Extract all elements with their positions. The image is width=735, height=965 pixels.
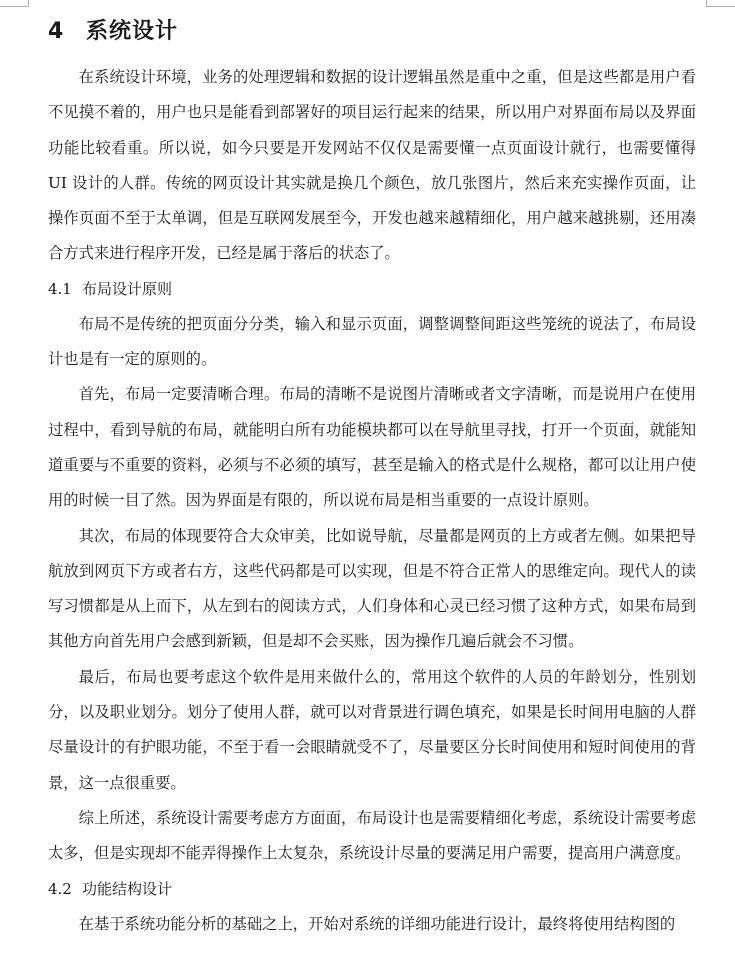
- page-corner-mark-left: [0, 0, 29, 7]
- section-number: 4.1: [48, 279, 72, 298]
- paragraph: 其次，布局的体现要符合大众审美，比如说导航，尽量都是网页的上方或者左侧。如果把导航放到网页下方或者右方，这些代码都是可以实现，但是不符合正常人的思维定向。现代人的读写习惯都是从上而下，从左到右的阅读方式，人们身体和心灵已经习惯了这种方式，如果布局到其他方向首先用户会感到新颖，但是却不会买账，因为操作几遍后就会不习惯。: [48, 526, 696, 651]
- paragraph: 综上所述，系统设计需要考虑方方面面，布局设计也是需要精细化考虑，系统设计需要考虑太多，但是实现却不能弄得操作上太复杂，系统设计尽量的要满足用户需要，提高用户满意度。: [48, 808, 696, 863]
- section-title: 布局设计原则: [82, 279, 173, 298]
- page-corner-mark-right: [706, 0, 735, 7]
- section-heading-4-1: [48, 272, 696, 307]
- document-page: [48, 14, 696, 942]
- chapter-title: 系统设计: [86, 19, 179, 44]
- chapter-intro-paragraph: 在系统设计环境，业务的处理逻辑和数据的设计逻辑虽然是重中之重，但是这些都是用户看不见摸不着的，用户也只是能看到部署好的项目运行起来的结果，所以用户对界面布局以及界面功能比较看重。所以说，如今只要是开发网站不仅仅是需要懂一点页面设计就行，也需要懂得 UI 设计的人群。传统的网页设计其实就是换几个颜色，放几张图片，然后来充实操作页面，让操作页面不至于太单调，但是互联网发展至今，开发也越来越精细化，用户越来越挑剔，还用凑合方式来进行程序开发，已经是属于落后的状态了。: [48, 68, 696, 263]
- paragraph: 最后，布局也要考虑这个软件是用来做什么的，常用这个软件的人员的年龄划分，性别划分，以及职业划分。划分了使用人群，就可以对背景进行调色填充，如果是长时间用电脑的人群尽量设计的有护眼功能，不至于看一会眼睛就受不了，尽量要区分长时间使用和短时间使用的背景，这一点很重要。: [48, 667, 696, 792]
- section-title: 功能结构设计: [82, 879, 173, 898]
- section-heading-4-2: [48, 872, 696, 907]
- paragraph: 布局不是传统的把页面分分类，输入和显示页面，调整调整间距这些笼统的说法了，布局设计也是有一定的原则的。: [48, 314, 696, 369]
- paragraph: 首先，布局一定要清晰合理。布局的清晰不是说图片清晰或者文字清晰，而是说用户在使用过程中，看到导航的布局，就能明白所有功能模块都可以在导航里寻找，打开一个页面，就能知道重要与不重要的资料，必须与不必须的填写，甚至是输入的格式是什么规格，都可以让用户使用的时候一目了然。因为界面是有限的，所以说布局是相当重要的一点设计原则。: [48, 385, 696, 510]
- chapter-heading: [48, 14, 696, 50]
- paragraph: 在基于系统功能分析的基础之上，开始对系统的详细功能进行设计，最终将使用结构图的: [78, 914, 676, 933]
- section-number: 4.2: [48, 879, 72, 898]
- chapter-number: 4: [48, 19, 65, 44]
